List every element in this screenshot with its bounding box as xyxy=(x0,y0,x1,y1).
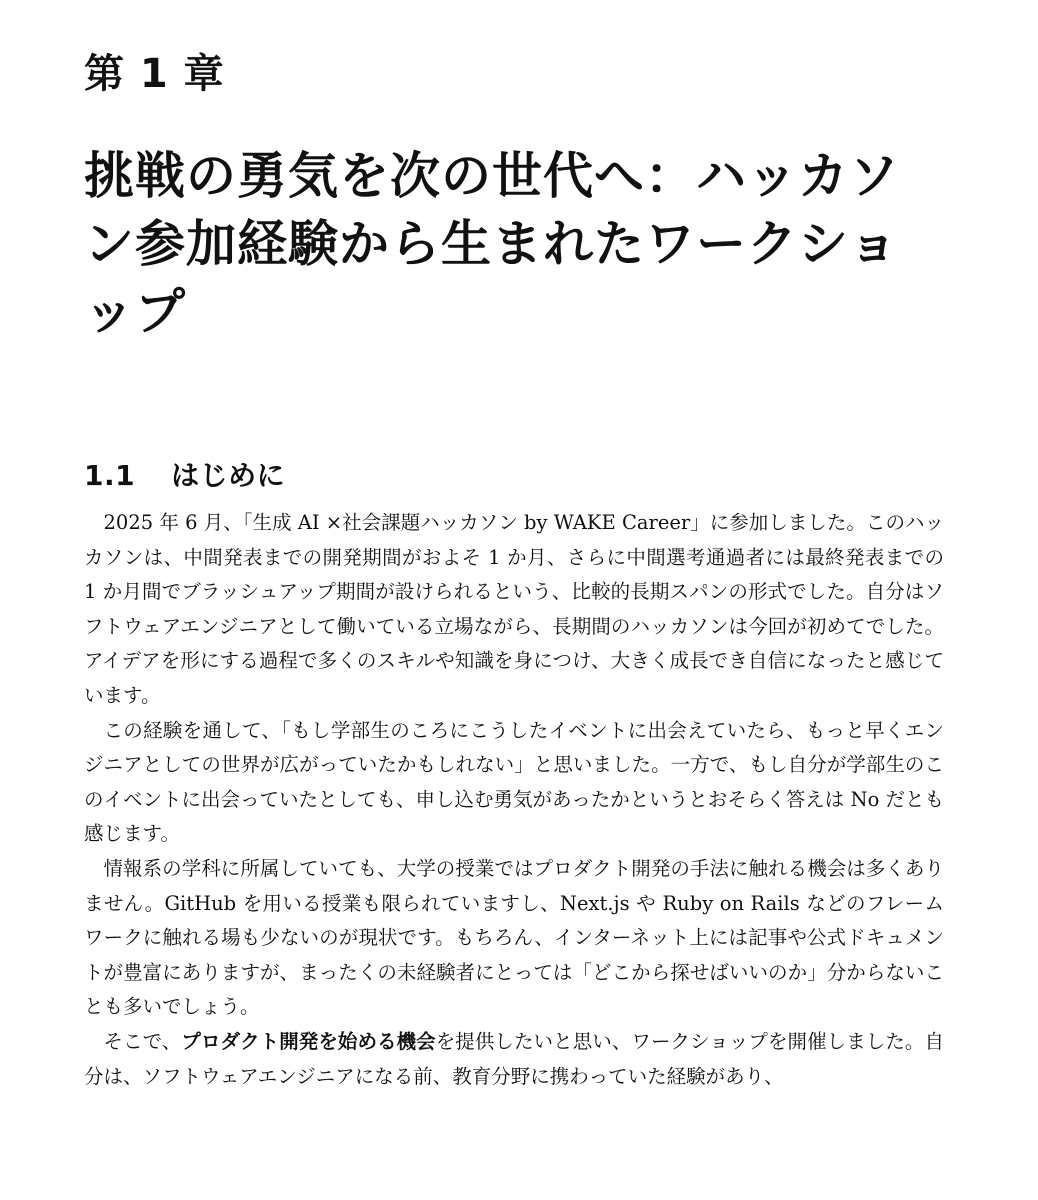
paragraph-4-emphasis: プロダクト開発を始める機会 xyxy=(181,1029,436,1053)
paragraph-2: この経験を通して、「もし学部生のころにこうしたイベントに出会えていたら、もっと早くエンジニアとしての世界が広がっていたかもしれない」と思いました。一方で、もし自分が学部生のこのイベントに出会っていたとしても、申し込む勇気があったかというとおそらく答えは No だとも感じます。 xyxy=(84,718,945,846)
paragraph-1: 2025 年 6 月、「生成 AI ×社会課題ハッカソン by WAKE Career」に参加しました。このハッカソンは、中間発表までの開発期間がおよそ 1 か月、さらに中間選考通過者には最終発表までの 1 か月間でブラッシュアップ期間が設けられるという、比較的長期スパンの形式でした。自分はソフトウェアエンジニアとして働いている立場ながら、長期間のハッカソンは今回が初めてでした。アイデアを形にする過程で多くのスキルや知識を身につけ、大きく成長でき自信になったと感じています。 xyxy=(84,511,944,707)
body-text xyxy=(84,506,944,1094)
paragraph-4-rest: を提供したいと思い、ワークショップを開催しました。自分は、ソフトウェアエンジニアになる前、教育分野に携わっていた経験があり、 xyxy=(84,1029,944,1088)
paragraph-4 xyxy=(84,1025,944,1094)
document-page xyxy=(84,44,944,1094)
paragraph-4-lead: そこで、 xyxy=(103,1029,182,1053)
section-heading xyxy=(84,456,944,496)
section-number: 1.1 xyxy=(84,459,136,492)
chapter-label: 第 1 章 xyxy=(84,51,225,97)
section-title: はじめに xyxy=(171,459,286,492)
paragraph-3: 情報系の学科に所属していても、大学の授業ではプロダクト開発の手法に触れる機会は多くありません。GitHub を用いる授業も限られていますし、Next.js や Ruby on Rails などのフレームワークに触れる場も少ないのが現状です。もちろん、インターネット上には記事や公式ドキュメントが豊富にありますが、まったくの未経験者にとっては「どこから探せばいいのか」分からないことも多いでしょう。 xyxy=(84,856,944,1019)
chapter-title: 挑戦の勇気を次の世代へ：ハッカソン参加経験から生まれたワークショップ xyxy=(84,147,900,341)
